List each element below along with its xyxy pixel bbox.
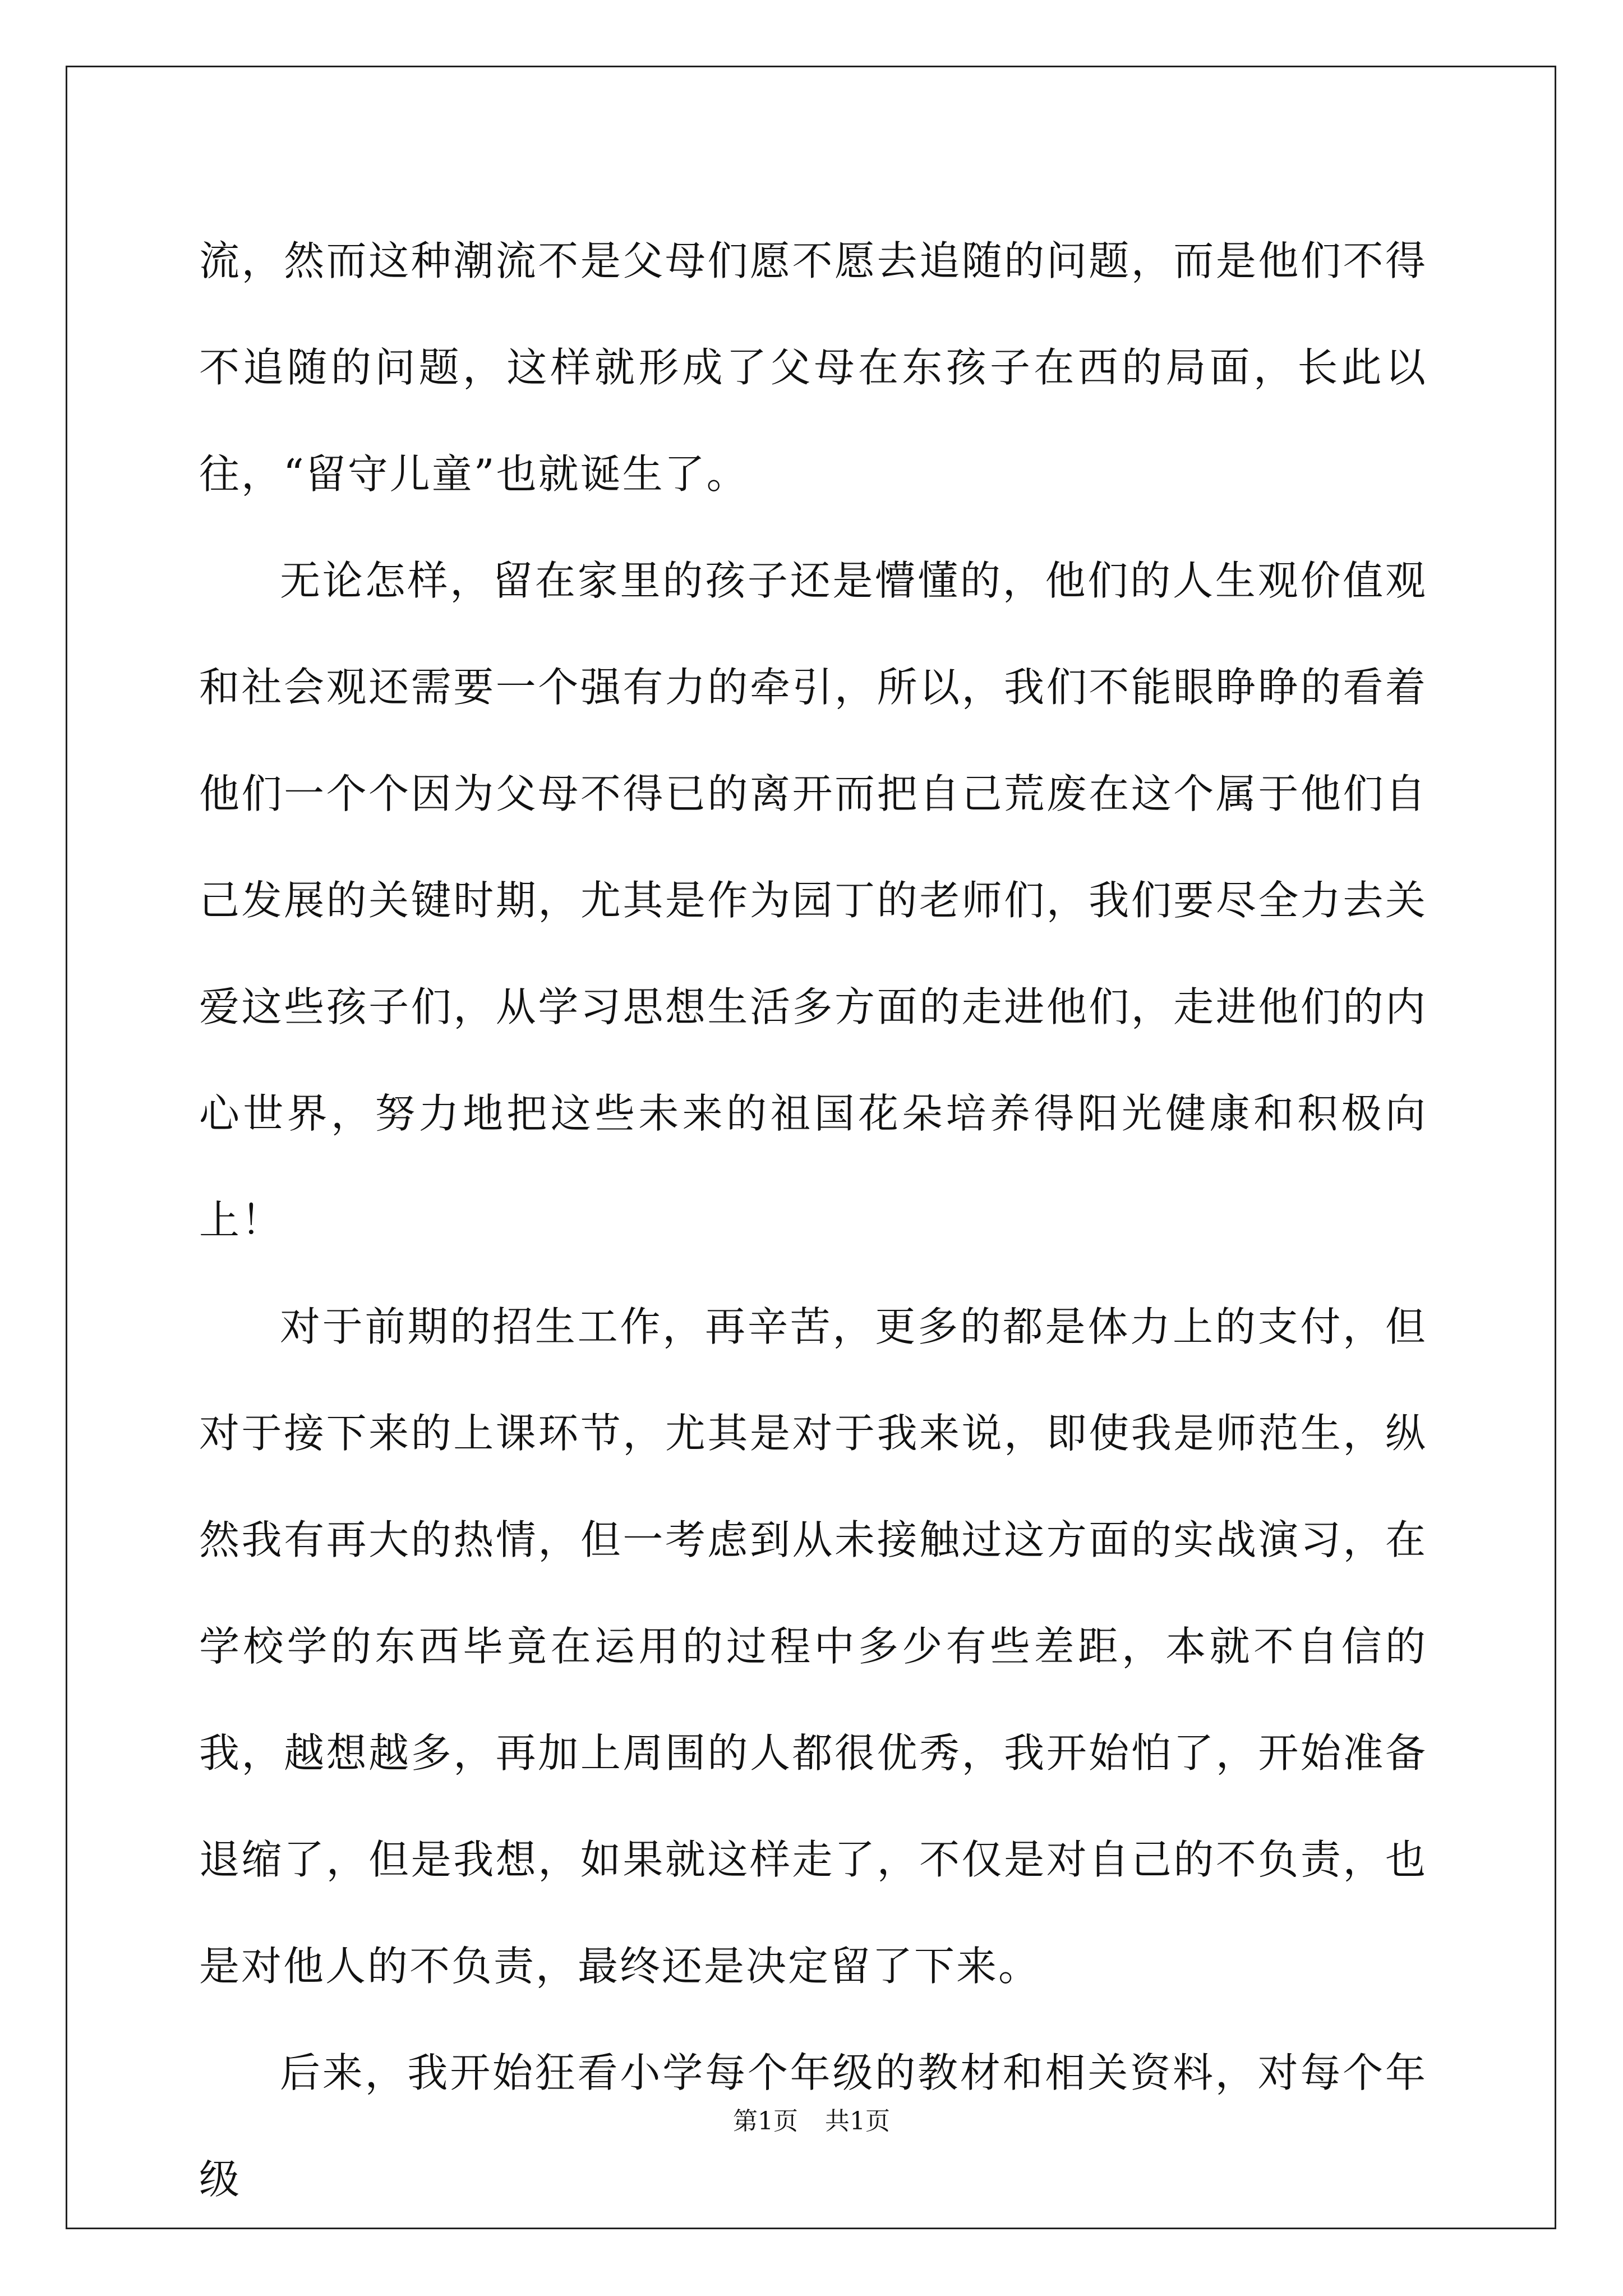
paragraph-continuation: 流，然而这种潮流不是父母们愿不愿去追随的问题，而是他们不得不追随的问题，这样就形成了父母在东孩子在西的局面，长此以往，“留守儿童”也就诞生了。: [199, 237, 1427, 498]
page-number-current: 第1页: [733, 2107, 798, 2136]
paragraph-textbook-study: 后来，我开始狂看小学每个年级的教材和相关资料，对每个年级: [199, 2049, 1427, 2203]
paragraph-left-behind-children: 无论怎样，留在家里的孩子还是懵懂的，他们的人生观价值观和社会观还需要一个强有力的牵引，所以，我们不能眼睁睁的看着他们一个个因为父母不得已的离开而把自己荒废在这个属于他们自己发展的关键时期，尤其是作为园丁的老师们，我们要尽全力去关爱这些孩子们，从学习思想生活多方面的走进他们，走进他们的内心世界，努力地把这些未来的祖国花朵培养得阳光健康和积极向上！: [199, 557, 1427, 1244]
document-body: [199, 208, 1427, 2233]
paragraph-enrollment-work: 对于前期的招生工作，再辛苦，更多的都是体力上的支付，但对于接下来的上课环节，尤其是对于我来说，即使我是师范生，纵然我有再大的热情，但一考虑到从未接触过这方面的实战演习，在学校学的东西毕竟在运用的过程中多少有些差距，本就不自信的我，越想越多，再加上周围的人都很优秀，我开始怕了，开始准备退缩了，但是我想，如果就这样走了，不仅是对自己的不负责，也是对他人的不负责，最终还是决定留了下来。: [199, 1303, 1427, 1990]
page-number-total: 共1页: [825, 2107, 890, 2136]
page-footer: [0, 2105, 1623, 2138]
